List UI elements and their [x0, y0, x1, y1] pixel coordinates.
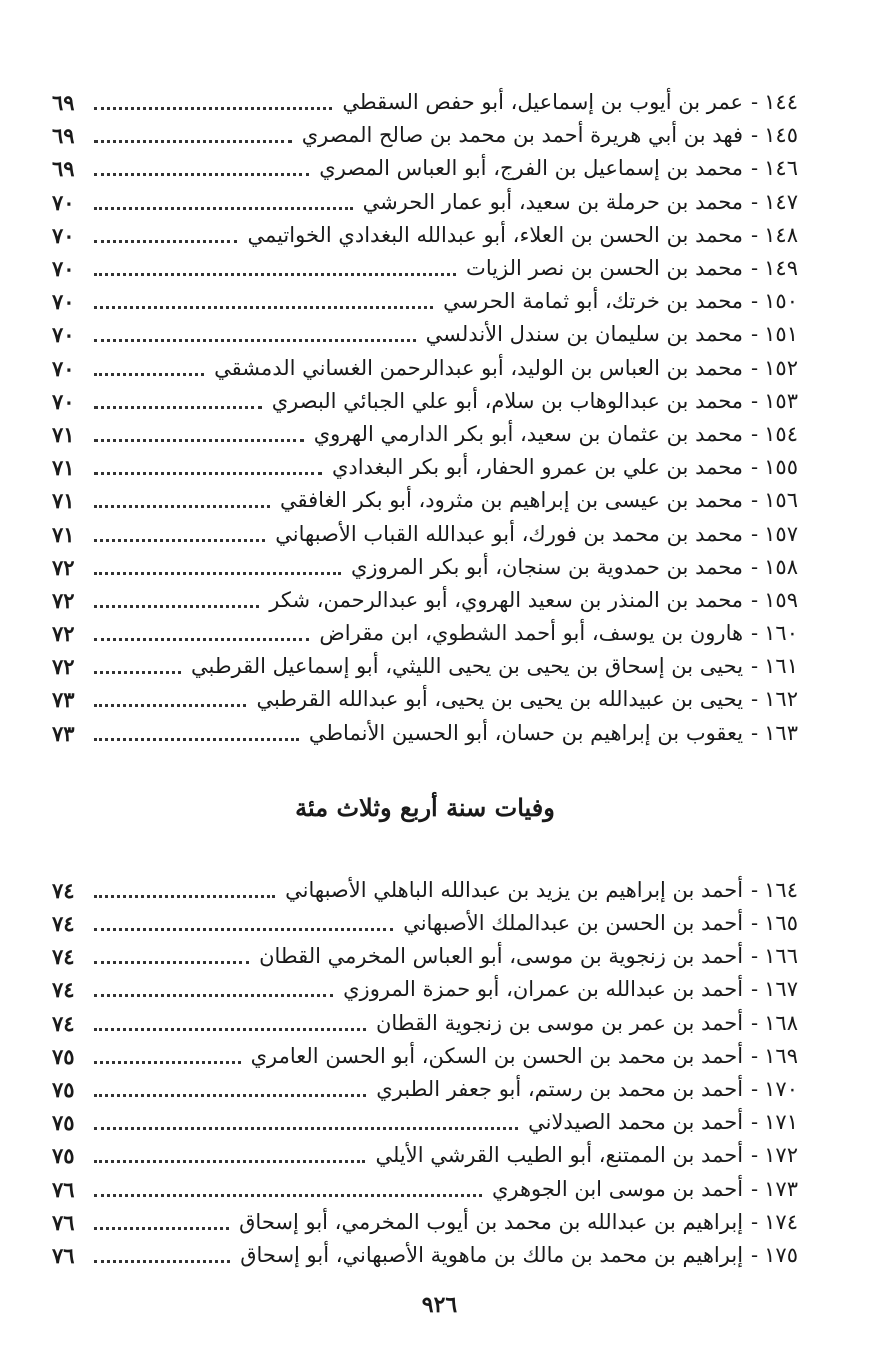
entry-page-number: ٧٤	[52, 911, 75, 937]
entry-number: ١٦٧	[764, 977, 798, 1002]
dot-leader	[94, 373, 204, 376]
entry-dash: -	[751, 488, 759, 513]
entry-name: أحمد بن محمد الصيدلاني	[528, 1110, 744, 1135]
entry-number: ١٦٥	[764, 911, 798, 936]
dot-leader	[94, 240, 237, 243]
entry-name: محمد بن العباس بن الوليد، أبو عبدالرحمن الغساني الدمشقي	[214, 355, 744, 380]
index-entry	[52, 451, 798, 484]
entry-page-number: ٧٤	[52, 1010, 75, 1036]
entry-dash: -	[751, 1209, 759, 1234]
entry-page-number: ٧٢	[52, 554, 75, 580]
entry-page-number: ٧٤	[52, 977, 75, 1003]
entry-dash: -	[751, 322, 759, 347]
entry-dash: -	[751, 256, 759, 281]
dot-leader	[94, 306, 433, 309]
entry-number: ١٧١	[764, 1110, 798, 1135]
entry-name: عمر بن أيوب بن إسماعيل، أبو حفص السقطي	[342, 90, 744, 115]
entry-page-number: ٧٦	[52, 1242, 75, 1268]
entry-page-number: ٧٢	[52, 587, 75, 613]
entry-dash: -	[751, 289, 759, 314]
entry-dash: -	[751, 654, 759, 679]
index-entry	[52, 352, 798, 385]
dot-leader	[94, 1194, 482, 1197]
entry-name: أحمد بن محمد بن رستم، أبو جعفر الطبري	[376, 1076, 744, 1101]
dot-leader	[94, 339, 416, 342]
entry-page-number: ٧١	[52, 488, 75, 514]
entry-page-number: ٧٢	[52, 621, 75, 647]
dot-leader	[94, 605, 259, 608]
entry-dash: -	[751, 1242, 759, 1267]
entry-name: أحمد بن محمد بن الحسن بن السكن، أبو الحسن العامري	[250, 1043, 744, 1068]
entry-dash: -	[751, 521, 759, 546]
entry-name: محمد بن حرملة بن سعيد، أبو عمار الحرشي	[362, 189, 744, 214]
entry-name: أحمد بن زنجوية بن موسى، أبو العباس المخرمي القطان	[259, 944, 744, 969]
dot-leader	[94, 173, 309, 176]
entry-number: ١٥٢	[764, 355, 798, 380]
entry-page-number: ٧٤	[52, 877, 75, 903]
entry-number: ١٤٩	[764, 256, 798, 281]
index-entry	[52, 385, 798, 418]
entry-number: ١٦٠	[764, 621, 798, 646]
entry-dash: -	[751, 944, 759, 969]
entry-dash: -	[751, 1010, 759, 1035]
dot-leader	[94, 704, 246, 707]
dot-leader	[94, 439, 304, 442]
entry-name: يعقوب بن إبراهيم بن حسان، أبو الحسين الأنماطي	[308, 720, 744, 745]
entry-dash: -	[751, 90, 759, 115]
entry-number: ١٥٨	[764, 554, 798, 579]
entry-name: محمد بن عيسى بن إبراهيم بن مثرود، أبو بكر الغافقي	[279, 488, 744, 513]
entry-name: إبراهيم بن محمد بن مالك بن ماهوية الأصبهاني، أبو إسحاق	[240, 1242, 744, 1267]
entry-dash: -	[751, 1143, 759, 1168]
dot-leader	[94, 738, 299, 741]
dot-leader	[94, 671, 181, 674]
index-entry	[52, 907, 798, 940]
dot-leader	[94, 140, 292, 143]
index-entry	[52, 1206, 798, 1239]
entry-dash: -	[751, 355, 759, 380]
entry-number: ١٤٧	[764, 189, 798, 214]
entry-page-number: ٧٠	[52, 256, 75, 282]
entry-number: ١٧٢	[764, 1143, 798, 1168]
index-entry	[52, 285, 798, 318]
entry-dash: -	[751, 421, 759, 446]
entry-number: ١٦٤	[764, 877, 798, 902]
entry-dash: -	[751, 1076, 759, 1101]
entry-name: أحمد بن عمر بن موسى بن زنجوية القطان	[375, 1010, 744, 1035]
entry-number: ١٦٢	[764, 687, 798, 712]
index-entry	[52, 584, 798, 617]
entry-page-number: ٧٠	[52, 289, 75, 315]
entry-name: أحمد بن عبدالله بن عمران، أبو حمزة المروزي	[343, 977, 744, 1002]
entry-dash: -	[751, 687, 759, 712]
entry-name: يحيى بن عبيدالله بن يحيى بن يحيى، أبو عبدالله القرطبي	[256, 687, 744, 712]
entry-number: ١٦٨	[764, 1010, 798, 1035]
entry-number: ١٤٤	[764, 90, 798, 115]
entry-dash: -	[751, 621, 759, 646]
index-entry	[52, 940, 798, 973]
entry-name: أحمد بن الممتنع، أبو الطيب القرشي الأيلي	[375, 1143, 744, 1168]
index-page	[52, 86, 798, 1272]
index-entry	[52, 1172, 798, 1205]
entry-dash: -	[751, 1176, 759, 1201]
entry-dash: -	[751, 1110, 759, 1135]
entry-page-number: ٧٠	[52, 189, 75, 215]
entry-number: ١٦٣	[764, 720, 798, 745]
index-entry	[52, 1073, 798, 1106]
entry-name: هارون بن يوسف، أبو أحمد الشطوي، ابن مقراض	[319, 621, 744, 646]
dot-leader	[94, 1028, 366, 1031]
entry-name: محمد بن عثمان بن سعيد، أبو بكر الدارمي الهروي	[313, 421, 744, 446]
dot-leader	[94, 1260, 230, 1263]
entry-name: أحمد بن موسى ابن الجوهري	[491, 1176, 744, 1201]
dot-leader	[94, 107, 332, 110]
index-entry	[52, 551, 798, 584]
entry-dash: -	[751, 587, 759, 612]
entry-number: ١٦١	[764, 654, 798, 679]
entry-name: محمد بن خرتك، أبو ثمامة الحرسي	[443, 289, 744, 314]
entry-page-number: ٧٠	[52, 322, 75, 348]
entry-number: ١٦٦	[764, 944, 798, 969]
index-entry	[52, 874, 798, 907]
dot-leader	[94, 273, 456, 276]
index-entry	[52, 717, 798, 750]
index-entry	[52, 1007, 798, 1040]
dot-leader	[94, 1061, 241, 1064]
dot-leader	[94, 895, 275, 898]
index-entry	[52, 683, 798, 716]
entry-page-number: ٧٤	[52, 944, 75, 970]
entry-page-number: ٧١	[52, 455, 75, 481]
entry-name: محمد بن سليمان بن سندل الأندلسي	[425, 322, 744, 347]
entry-number: ١٥١	[764, 322, 798, 347]
entry-page-number: ٧٠	[52, 355, 75, 381]
index-entry	[52, 1239, 798, 1272]
entry-name: محمد بن الحسن بن نصر الزيات	[466, 256, 744, 281]
entry-name: محمد بن المنذر بن سعيد الهروي، أبو عبدالرحمن، شكر	[269, 587, 744, 612]
index-entry	[52, 1040, 798, 1073]
entry-name: أحمد بن الحسن بن عبدالملك الأصبهاني	[403, 911, 744, 936]
entry-number: ١٦٩	[764, 1043, 798, 1068]
entry-name: أحمد بن إبراهيم بن يزيد بن عبدالله الباهلي الأصبهاني	[285, 877, 744, 902]
entry-page-number: ٧٣	[52, 687, 75, 713]
dot-leader	[94, 207, 353, 210]
entry-page-number: ٧٦	[52, 1176, 75, 1202]
entry-list-2	[52, 874, 798, 1272]
index-entry	[52, 252, 798, 285]
entry-dash: -	[751, 189, 759, 214]
dot-leader	[94, 961, 249, 964]
entry-name: إبراهيم بن عبدالله بن محمد بن أيوب المخرمي، أبو إسحاق	[239, 1209, 744, 1234]
entry-page-number: ٧٥	[52, 1076, 75, 1102]
dot-leader	[94, 572, 341, 575]
index-entry	[52, 1139, 798, 1172]
entry-number: ١٥٤	[764, 421, 798, 446]
index-entry	[52, 418, 798, 451]
entry-page-number: ٧٥	[52, 1043, 75, 1069]
entry-page-number: ٧١	[52, 521, 75, 547]
entry-name: محمد بن علي بن عمرو الحفار، أبو بكر البغدادي	[331, 455, 744, 480]
entry-page-number: ٧٥	[52, 1143, 75, 1169]
dot-leader	[94, 1094, 366, 1097]
entry-page-number: ٧١	[52, 421, 75, 447]
entry-page-number: ٧٠	[52, 388, 75, 414]
index-entry	[52, 973, 798, 1006]
entry-page-number: ٦٩	[52, 90, 75, 116]
entry-number: ١٥٦	[764, 488, 798, 513]
dot-leader	[94, 1127, 518, 1130]
entry-list-1	[52, 86, 798, 750]
dot-leader	[94, 406, 262, 409]
index-entry	[52, 119, 798, 152]
entry-dash: -	[751, 877, 759, 902]
entry-number: ١٥٠	[764, 289, 798, 314]
section-title: وفيات سنة أربع وثلاث مئة	[295, 792, 555, 822]
entry-name: فهد بن أبي هريرة أحمد بن محمد بن صالح المصري	[301, 123, 744, 148]
entry-number: ١٥٧	[764, 521, 798, 546]
entry-page-number: ٧٣	[52, 720, 75, 746]
index-entry	[52, 152, 798, 185]
index-entry	[52, 318, 798, 351]
entry-name: محمد بن إسماعيل بن الفرج، أبو العباس المصري	[319, 156, 744, 181]
index-entry	[52, 517, 798, 550]
entry-page-number: ٦٩	[52, 156, 75, 182]
dot-leader	[94, 928, 393, 931]
entry-number: ١٧٠	[764, 1076, 798, 1101]
entry-dash: -	[751, 156, 759, 181]
entry-number: ١٥٥	[764, 455, 798, 480]
dot-leader	[94, 638, 309, 641]
index-entry	[52, 186, 798, 219]
entry-dash: -	[751, 388, 759, 413]
entry-number: ١٧٤	[764, 1209, 798, 1234]
entry-page-number: ٧٢	[52, 654, 75, 680]
dot-leader	[94, 1160, 365, 1163]
entry-dash: -	[751, 123, 759, 148]
dot-leader	[94, 472, 322, 475]
dot-leader	[94, 539, 265, 542]
entry-number: ١٤٦	[764, 156, 798, 181]
dot-leader	[94, 1227, 229, 1230]
entry-name: محمد بن الحسن بن العلاء، أبو عبدالله البغدادي الخواتيمي	[247, 222, 744, 247]
entry-dash: -	[751, 554, 759, 579]
index-entry	[52, 219, 798, 252]
entry-page-number: ٧٦	[52, 1209, 75, 1235]
dot-leader	[94, 505, 270, 508]
entry-name: محمد بن عبدالوهاب بن سلام، أبو علي الجبائي البصري	[271, 388, 744, 413]
entry-number: ١٥٩	[764, 587, 798, 612]
entry-page-number: ٧٥	[52, 1110, 75, 1136]
dot-leader	[94, 994, 333, 997]
entry-name: محمد بن محمد بن فورك، أبو عبدالله القباب الأصبهاني	[275, 521, 744, 546]
entry-number: ١٤٥	[764, 123, 798, 148]
entry-page-number: ٧٠	[52, 222, 75, 248]
entry-dash: -	[751, 720, 759, 745]
entry-number: ١٥٣	[764, 388, 798, 413]
entry-number: ١٧٥	[764, 1242, 798, 1267]
entry-name: محمد بن حمدوية بن سنجان، أبو بكر المروزي	[350, 554, 744, 579]
entry-dash: -	[751, 222, 759, 247]
index-entry	[52, 650, 798, 683]
index-entry	[52, 484, 798, 517]
entry-dash: -	[751, 977, 759, 1002]
entry-number: ١٤٨	[764, 222, 798, 247]
entry-dash: -	[751, 455, 759, 480]
index-entry	[52, 617, 798, 650]
index-entry	[52, 86, 798, 119]
index-entry	[52, 1106, 798, 1139]
entry-dash: -	[751, 1043, 759, 1068]
entry-dash: -	[751, 911, 759, 936]
entry-name: يحيى بن إسحاق بن يحيى بن يحيى الليثي، أبو إسماعيل القرطبي	[190, 654, 744, 679]
entry-page-number: ٦٩	[52, 123, 75, 149]
page-number: ٩٢٦	[421, 1292, 458, 1318]
entry-number: ١٧٣	[764, 1176, 798, 1201]
